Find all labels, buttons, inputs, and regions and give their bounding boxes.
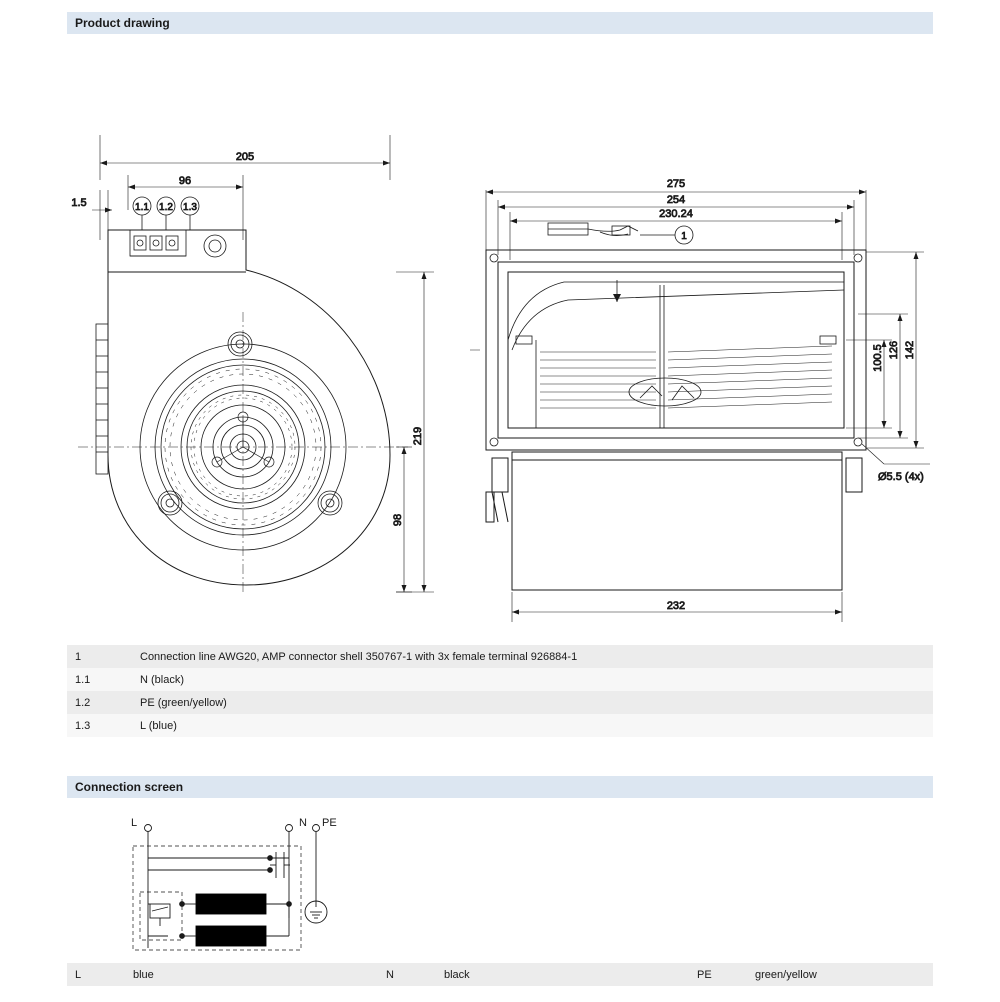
side-housing: [486, 250, 866, 450]
dim-98-label: 98: [392, 513, 404, 527]
table-row: [67, 963, 933, 986]
dim-100_5-label: 100.5: [872, 344, 884, 372]
conn-key-n: N: [386, 968, 394, 981]
product-drawing-figure: [0, 40, 1000, 640]
schematic-label-l: L: [130, 817, 138, 829]
connection-screen-title: Connection screen: [75, 780, 184, 794]
housing-outline: [108, 230, 390, 585]
callout-1-label: 1: [681, 231, 687, 242]
dim-100_5: [846, 340, 892, 428]
front-centerlines: [78, 312, 408, 592]
drawing-legend-table: [67, 645, 933, 737]
conn-key-l: L: [75, 968, 82, 981]
side-tabs: [516, 336, 836, 344]
product-drawing-title: Product drawing: [75, 16, 170, 30]
dim-219-label: 219: [412, 426, 424, 446]
table-row: [67, 714, 933, 737]
connection-screen-section-header: [67, 776, 933, 798]
legend-text: L (blue): [140, 719, 177, 732]
earth-symbol: [305, 901, 327, 923]
dim-232-label: 232: [666, 600, 686, 612]
drawing-svg: [0, 40, 1000, 640]
dim-23024-label: 230.24: [659, 208, 693, 220]
dim-126-label: 126: [888, 340, 900, 360]
table-row: [67, 691, 933, 714]
conn-value-n: black: [444, 968, 470, 981]
schematic-label-n: N: [299, 817, 307, 829]
callout-1-3-label: 1.3: [183, 202, 197, 213]
connection-legend-table: [67, 963, 933, 986]
table-row: [67, 645, 933, 668]
conn-key-pe: PE: [697, 968, 712, 981]
legend-key: 1: [75, 650, 82, 663]
dim-142-label: 142: [904, 340, 916, 360]
legend-text: Connection line AWG20, AMP connector shell 350767-1 with 3x female terminal 926884-1: [140, 650, 578, 663]
legend-key: 1.1: [75, 673, 91, 686]
legend-text: N (black): [140, 673, 185, 686]
housing-boss: [204, 235, 226, 257]
connection-schematic-figure: [0, 808, 1000, 958]
dim-275-label: 275: [666, 178, 686, 190]
conn-value-l: blue: [133, 968, 154, 981]
capacitor-symbol: [270, 852, 290, 878]
side-blades: [540, 346, 832, 408]
schematic-svg: [0, 808, 1000, 958]
schematic-label-pe: PE: [322, 817, 337, 829]
dim-205-label: 205: [235, 151, 255, 163]
conn-value-pe: green/yellow: [755, 968, 817, 981]
side-connector: [548, 223, 638, 236]
hole-callout-label: Ø5.5 (4x): [878, 471, 924, 483]
connector-block: [130, 230, 186, 256]
housing-flange: [96, 324, 108, 474]
callout-1-2-label: 1.2: [159, 202, 173, 213]
product-drawing-section-header: [67, 12, 933, 34]
side-scroll: [508, 282, 844, 428]
hole-callout-leader: [862, 444, 930, 464]
dim-96-label: 96: [178, 175, 192, 187]
legend-key: 1.2: [75, 696, 91, 709]
side-mount-holes: [490, 254, 862, 446]
table-row: [67, 668, 933, 691]
thermal-protector-symbol: [148, 904, 170, 926]
callout-1-1-label: 1.1: [135, 202, 149, 213]
dim-254-label: 254: [666, 194, 686, 206]
legend-key: 1.3: [75, 719, 91, 732]
side-outlet: [486, 452, 862, 590]
dim-1_5-label: 1.5: [71, 197, 87, 209]
legend-text: PE (green/yellow): [140, 696, 227, 709]
